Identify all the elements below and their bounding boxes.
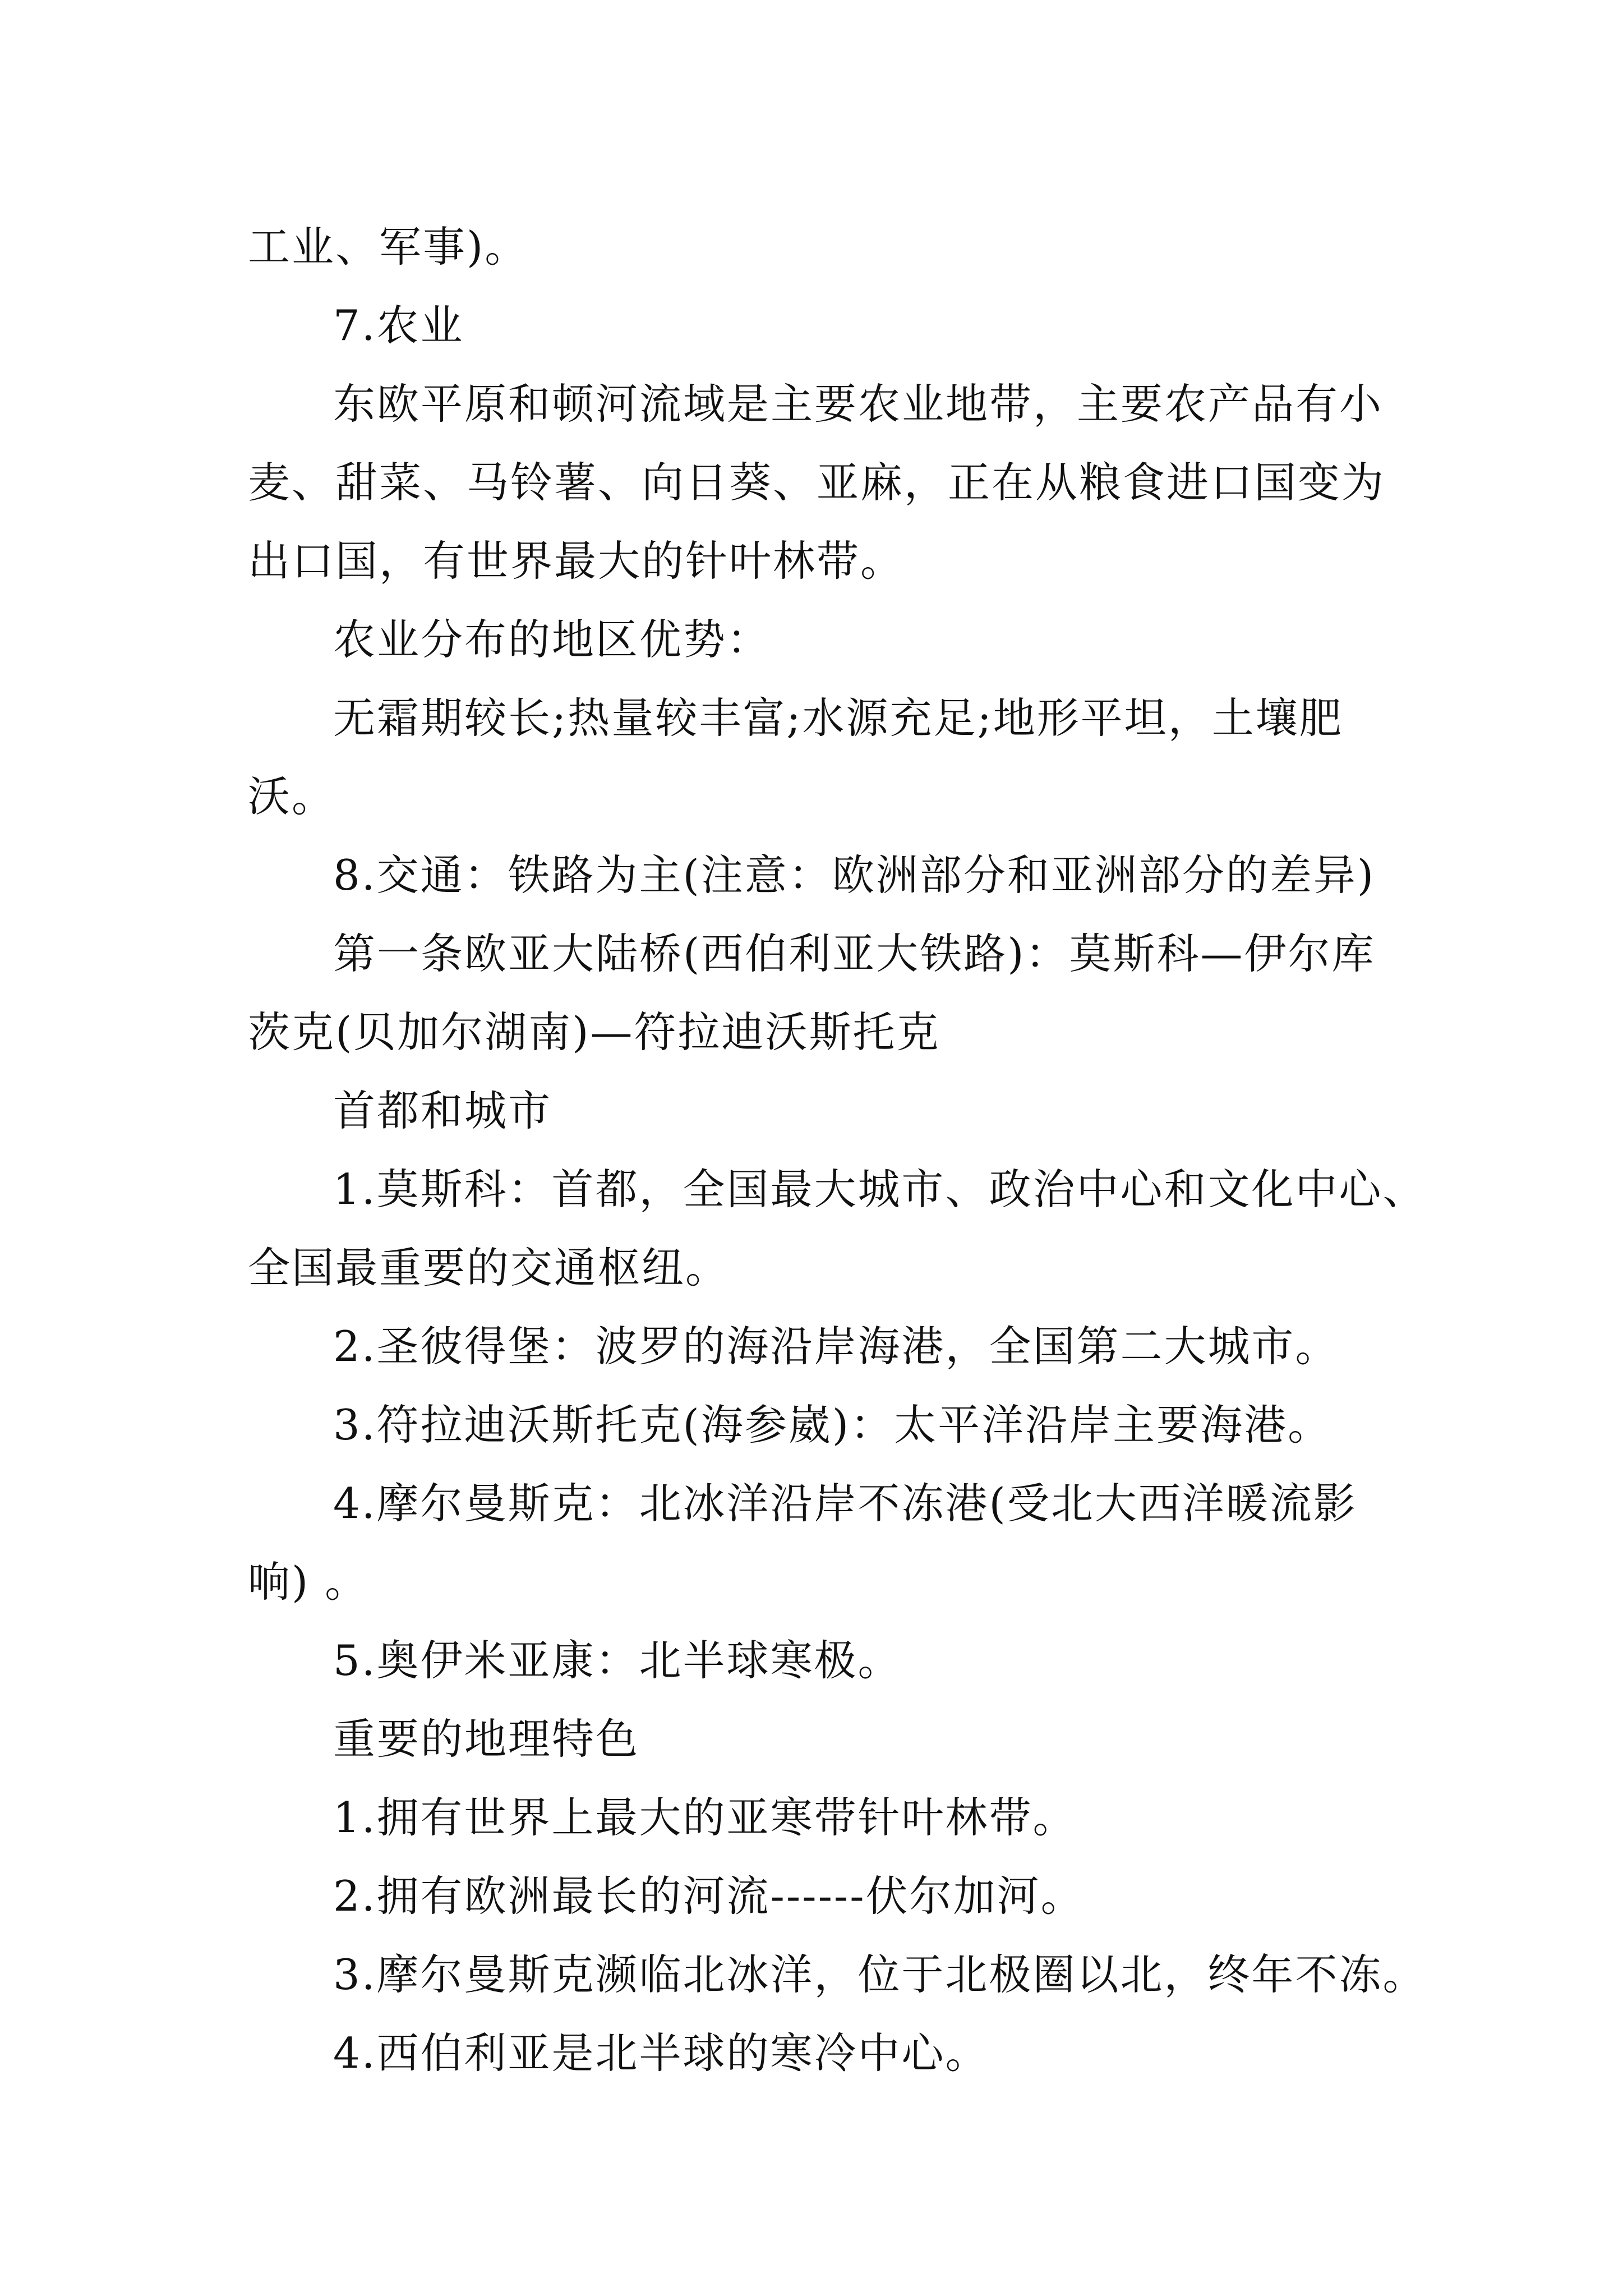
list-item: 1.莫斯科：首都，全国最大城市、政治中心和文化中心、 [333,1165,1427,1214]
text-line: 农业分布的地区优势： [333,615,771,664]
text-line: 全国最重要的交通枢纽。 [248,1243,730,1292]
text-line: 茨克(贝加尔湖南)—符拉迪沃斯托克 [248,1007,940,1057]
section-heading: 8.交通：铁路为主(注意：欧洲部分和亚洲部分的差异) [333,850,1376,900]
section-heading: 重要的地理特色 [333,1714,640,1764]
list-item: 2.拥有欧洲最长的河流------伏尔加河。 [333,1871,1085,1921]
section-heading: 首都和城市 [333,1086,552,1135]
text-line: 工业、军事)。 [248,222,529,272]
list-item: 3.符拉迪沃斯托克(海参崴)：太平洋沿岸主要海港。 [333,1400,1332,1450]
text-line: 响) 。 [248,1557,369,1607]
list-item: 4.西伯利亚是北半球的寒冷中心。 [333,2028,989,2078]
list-item: 3.摩尔曼斯克濒临北冰洋，位于北极圈以北，终年不冻。 [333,1950,1427,1999]
list-item: 5.奥伊米亚康：北半球寒极。 [333,1636,902,1685]
list-item: 1.拥有世界上最大的亚寒带针叶林带。 [333,1793,1077,1842]
text-line: 沃。 [248,772,336,821]
text-line: 第一条欧亚大陆桥(西伯利亚大铁路)：莫斯科—伊尔库 [333,929,1376,978]
text-line: 出口国，有世界最大的针叶林带。 [248,536,905,586]
section-heading: 7.农业 [333,301,464,350]
list-item: 2.圣彼得堡：波罗的海沿岸海港，全国第二大城市。 [333,1322,1339,1371]
document-body [248,208,1427,2092]
list-item: 4.摩尔曼斯克：北冰洋沿岸不冻港(受北大西洋暖流影 [333,1479,1357,1528]
text-line: 东欧平原和顿河流域是主要农业地带，主要农产品有小 [333,379,1384,429]
text-line: 无霜期较长;热量较丰富;水源充足;地形平坦，土壤肥 [333,693,1343,743]
text-line: 麦、甜菜、马铃薯、向日葵、亚麻，正在从粮食进口国变为 [248,458,1386,507]
